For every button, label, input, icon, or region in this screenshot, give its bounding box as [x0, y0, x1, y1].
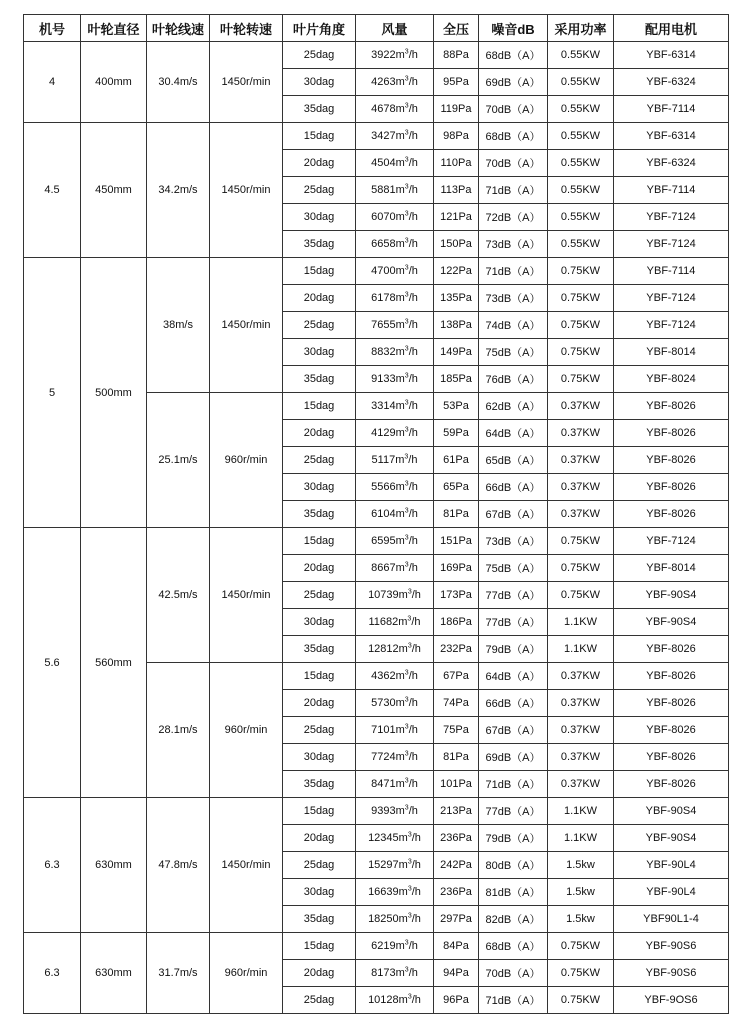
blade-angle-cell: 35dag — [283, 366, 356, 393]
noise-cell: 75dB（A） — [479, 339, 548, 366]
power-cell: 0.37KW — [548, 474, 614, 501]
motor-cell: YBF-90S4 — [614, 582, 729, 609]
total-pressure-cell: 53Pa — [434, 393, 479, 420]
power-cell: 1.1KW — [548, 825, 614, 852]
total-pressure-cell: 151Pa — [434, 528, 479, 555]
flow-unit: $m^3/h$ — [395, 507, 418, 520]
noise-cell: 69dB（A） — [479, 744, 548, 771]
flow-unit: $m^3/h$ — [395, 156, 418, 169]
total-pressure-cell: 138Pa — [434, 312, 479, 339]
impeller-diameter-cell: 450mm — [81, 123, 147, 258]
fan-spec-table — [23, 14, 729, 1014]
total-pressure-cell: 81Pa — [434, 744, 479, 771]
rotation-speed-cell: 1450r/min — [210, 123, 283, 258]
flow-unit: $m^3/h$ — [395, 48, 418, 61]
noise-cell: 75dB（A） — [479, 555, 548, 582]
power-cell: 0.75KW — [548, 366, 614, 393]
motor-cell: YBF-6324 — [614, 69, 729, 96]
noise-cell: 64dB（A） — [479, 663, 548, 690]
blade-angle-cell: 20dag — [283, 285, 356, 312]
total-pressure-cell: 150Pa — [434, 231, 479, 258]
motor-cell: YBF-90L4 — [614, 879, 729, 906]
power-cell: 0.75KW — [548, 960, 614, 987]
power-cell: 0.75KW — [548, 933, 614, 960]
air-flow-cell: $3427m^3/h$ — [356, 123, 434, 150]
flow-unit: $m^3/h$ — [395, 237, 418, 250]
power-cell: 0.37KW — [548, 744, 614, 771]
noise-cell: 68dB（A） — [479, 933, 548, 960]
flow-unit: $m^3/h$ — [395, 777, 418, 790]
total-pressure-cell: 59Pa — [434, 420, 479, 447]
total-pressure-cell: 122Pa — [434, 258, 479, 285]
total-pressure-cell: 236Pa — [434, 879, 479, 906]
total-pressure-cell: 110Pa — [434, 150, 479, 177]
header-tip-speed: 叶轮线速 — [147, 15, 210, 42]
flow-unit: $m^3/h$ — [395, 939, 418, 952]
motor-cell: YBF-7114 — [614, 96, 729, 123]
power-cell: 1.5kw — [548, 906, 614, 933]
air-flow-cell: $6219m^3/h$ — [356, 933, 434, 960]
air-flow-cell: $5566m^3/h$ — [356, 474, 434, 501]
air-flow-cell: $4504m^3/h$ — [356, 150, 434, 177]
power-cell: 0.75KW — [548, 312, 614, 339]
blade-angle-cell: 30dag — [283, 879, 356, 906]
impeller-diameter-cell: 400mm — [81, 42, 147, 123]
header-rotation-speed: 叶轮转速 — [210, 15, 283, 42]
power-cell: 0.75KW — [548, 339, 614, 366]
flow-unit: $m^3/h$ — [395, 696, 418, 709]
motor-cell: YBF-8026 — [614, 663, 729, 690]
air-flow-cell: $6178m^3/h$ — [356, 285, 434, 312]
noise-cell: 67dB（A） — [479, 501, 548, 528]
air-flow-cell: $5881m^3/h$ — [356, 177, 434, 204]
noise-cell: 79dB（A） — [479, 825, 548, 852]
power-cell: 0.37KW — [548, 393, 614, 420]
blade-angle-cell: 20dag — [283, 960, 356, 987]
power-cell: 0.75KW — [548, 258, 614, 285]
air-flow-cell: $9393m^3/h$ — [356, 798, 434, 825]
flow-unit: $m^3/h$ — [398, 912, 421, 925]
header-noise: 噪音dB — [479, 15, 548, 42]
total-pressure-cell: 121Pa — [434, 204, 479, 231]
power-cell: 0.37KW — [548, 717, 614, 744]
noise-cell: 77dB（A） — [479, 582, 548, 609]
blade-angle-cell: 15dag — [283, 123, 356, 150]
rotation-speed-cell: 960r/min — [210, 393, 283, 528]
total-pressure-cell: 169Pa — [434, 555, 479, 582]
total-pressure-cell: 185Pa — [434, 366, 479, 393]
blade-angle-cell: 30dag — [283, 474, 356, 501]
total-pressure-cell: 98Pa — [434, 123, 479, 150]
power-cell: 0.75KW — [548, 285, 614, 312]
tip-speed-cell: 47.8m/s — [147, 798, 210, 933]
flow-unit: $m^3/h$ — [395, 723, 418, 736]
noise-cell: 67dB（A） — [479, 717, 548, 744]
flow-unit: $m^3/h$ — [395, 318, 418, 331]
flow-unit: $m^3/h$ — [395, 372, 418, 385]
power-cell: 0.75KW — [548, 987, 614, 1014]
motor-cell: YBF-6314 — [614, 42, 729, 69]
blade-angle-cell: 30dag — [283, 69, 356, 96]
total-pressure-cell: 61Pa — [434, 447, 479, 474]
total-pressure-cell: 186Pa — [434, 609, 479, 636]
power-cell: 0.37KW — [548, 501, 614, 528]
blade-angle-cell: 35dag — [283, 771, 356, 798]
air-flow-cell: $6070m^3/h$ — [356, 204, 434, 231]
blade-angle-cell: 35dag — [283, 636, 356, 663]
motor-cell: YBF-90S4 — [614, 825, 729, 852]
power-cell: 0.37KW — [548, 663, 614, 690]
air-flow-cell: $18250m^3/h$ — [356, 906, 434, 933]
motor-cell: YBF-7114 — [614, 177, 729, 204]
blade-angle-cell: 20dag — [283, 825, 356, 852]
blade-angle-cell: 20dag — [283, 690, 356, 717]
table-row — [24, 933, 729, 960]
table-row — [24, 798, 729, 825]
motor-cell: YBF-7124 — [614, 285, 729, 312]
noise-cell: 71dB（A） — [479, 258, 548, 285]
flow-unit: $m^3/h$ — [398, 642, 421, 655]
flow-unit: $m^3/h$ — [395, 183, 418, 196]
noise-cell: 82dB（A） — [479, 906, 548, 933]
header-air-flow: 风量 — [356, 15, 434, 42]
air-flow-cell: $6104m^3/h$ — [356, 501, 434, 528]
model-cell: 4.5 — [24, 123, 81, 258]
blade-angle-cell: 25dag — [283, 582, 356, 609]
air-flow-cell: $3922m^3/h$ — [356, 42, 434, 69]
motor-cell: YBF-8026 — [614, 447, 729, 474]
power-cell: 0.37KW — [548, 771, 614, 798]
air-flow-cell: $8832m^3/h$ — [356, 339, 434, 366]
motor-cell: YBF-90S6 — [614, 960, 729, 987]
tip-speed-cell: 30.4m/s — [147, 42, 210, 123]
flow-unit: $m^3/h$ — [395, 480, 418, 493]
rotation-speed-cell: 1450r/min — [210, 798, 283, 933]
blade-angle-cell: 25dag — [283, 852, 356, 879]
flow-unit: $m^3/h$ — [395, 75, 418, 88]
air-flow-cell: $5730m^3/h$ — [356, 690, 434, 717]
power-cell: 0.75KW — [548, 582, 614, 609]
motor-cell: YBF-8014 — [614, 555, 729, 582]
power-cell: 0.55KW — [548, 123, 614, 150]
total-pressure-cell: 74Pa — [434, 690, 479, 717]
total-pressure-cell: 213Pa — [434, 798, 479, 825]
total-pressure-cell: 101Pa — [434, 771, 479, 798]
rotation-speed-cell: 960r/min — [210, 933, 283, 1014]
table-row — [24, 528, 729, 555]
total-pressure-cell: 242Pa — [434, 852, 479, 879]
noise-cell: 66dB（A） — [479, 690, 548, 717]
total-pressure-cell: 96Pa — [434, 987, 479, 1014]
blade-angle-cell: 35dag — [283, 501, 356, 528]
total-pressure-cell: 232Pa — [434, 636, 479, 663]
flow-unit: $m^3/h$ — [395, 345, 418, 358]
noise-cell: 73dB（A） — [479, 231, 548, 258]
total-pressure-cell: 297Pa — [434, 906, 479, 933]
air-flow-cell: $6658m^3/h$ — [356, 231, 434, 258]
flow-unit: $m^3/h$ — [395, 453, 418, 466]
blade-angle-cell: 35dag — [283, 231, 356, 258]
motor-cell: YBF-9OS6 — [614, 987, 729, 1014]
header-total-pressure: 全压 — [434, 15, 479, 42]
motor-cell: YBF-90S4 — [614, 798, 729, 825]
tip-speed-cell: 38m/s — [147, 258, 210, 393]
flow-unit: $m^3/h$ — [398, 831, 421, 844]
flow-unit: $m^3/h$ — [395, 264, 418, 277]
power-cell: 1.1KW — [548, 798, 614, 825]
air-flow-cell: $12345m^3/h$ — [356, 825, 434, 852]
power-cell: 0.37KW — [548, 420, 614, 447]
motor-cell: YBF-7124 — [614, 528, 729, 555]
impeller-diameter-cell: 500mm — [81, 258, 147, 528]
impeller-diameter-cell: 560mm — [81, 528, 147, 798]
impeller-diameter-cell: 630mm — [81, 798, 147, 933]
flow-unit: $m^3/h$ — [395, 966, 418, 979]
air-flow-cell: $15297m^3/h$ — [356, 852, 434, 879]
blade-angle-cell: 15dag — [283, 528, 356, 555]
model-cell: 6.3 — [24, 798, 81, 933]
noise-cell: 73dB（A） — [479, 528, 548, 555]
total-pressure-cell: 88Pa — [434, 42, 479, 69]
noise-cell: 71dB（A） — [479, 177, 548, 204]
motor-cell: YBF-90S4 — [614, 609, 729, 636]
total-pressure-cell: 67Pa — [434, 663, 479, 690]
motor-cell: YBF-8026 — [614, 717, 729, 744]
header-model: 机号 — [24, 15, 81, 42]
motor-cell: YBF-8026 — [614, 636, 729, 663]
blade-angle-cell: 25dag — [283, 447, 356, 474]
flow-unit: $m^3/h$ — [395, 102, 418, 115]
noise-cell: 70dB（A） — [479, 96, 548, 123]
power-cell: 0.55KW — [548, 150, 614, 177]
air-flow-cell: $4263m^3/h$ — [356, 69, 434, 96]
tip-speed-cell: 31.7m/s — [147, 933, 210, 1014]
noise-cell: 71dB（A） — [479, 987, 548, 1014]
blade-angle-cell: 15dag — [283, 258, 356, 285]
power-cell: 1.5kw — [548, 879, 614, 906]
motor-cell: YBF-7124 — [614, 204, 729, 231]
flow-unit: $m^3/h$ — [398, 885, 421, 898]
noise-cell: 68dB（A） — [479, 123, 548, 150]
air-flow-cell: $9133m^3/h$ — [356, 366, 434, 393]
tip-speed-cell: 25.1m/s — [147, 393, 210, 528]
power-cell: 1.5kw — [548, 852, 614, 879]
table-body — [24, 42, 729, 1014]
table-row — [24, 123, 729, 150]
power-cell: 1.1KW — [548, 636, 614, 663]
motor-cell: YBF-90L4 — [614, 852, 729, 879]
air-flow-cell: $11682m^3/h$ — [356, 609, 434, 636]
blade-angle-cell: 30dag — [283, 744, 356, 771]
air-flow-cell: $4700m^3/h$ — [356, 258, 434, 285]
motor-cell: YBF-8026 — [614, 393, 729, 420]
air-flow-cell: $5117m^3/h$ — [356, 447, 434, 474]
total-pressure-cell: 84Pa — [434, 933, 479, 960]
air-flow-cell: $12812m^3/h$ — [356, 636, 434, 663]
header-motor: 配用电机 — [614, 15, 729, 42]
noise-cell: 74dB（A） — [479, 312, 548, 339]
header-blade-angle: 叶片角度 — [283, 15, 356, 42]
total-pressure-cell: 119Pa — [434, 96, 479, 123]
blade-angle-cell: 15dag — [283, 798, 356, 825]
power-cell: 0.37KW — [548, 447, 614, 474]
motor-cell: YBF-8026 — [614, 771, 729, 798]
power-cell: 0.75KW — [548, 528, 614, 555]
noise-cell: 69dB（A） — [479, 69, 548, 96]
flow-unit: $m^3/h$ — [398, 993, 421, 1006]
tip-speed-cell: 42.5m/s — [147, 528, 210, 663]
total-pressure-cell: 113Pa — [434, 177, 479, 204]
flow-unit: $m^3/h$ — [398, 858, 421, 871]
power-cell: 0.55KW — [548, 204, 614, 231]
noise-cell: 77dB（A） — [479, 798, 548, 825]
air-flow-cell: $16639m^3/h$ — [356, 879, 434, 906]
blade-angle-cell: 25dag — [283, 42, 356, 69]
blade-angle-cell: 25dag — [283, 312, 356, 339]
header-impeller-diameter: 叶轮直径 — [81, 15, 147, 42]
model-cell: 4 — [24, 42, 81, 123]
motor-cell: YBF-7114 — [614, 258, 729, 285]
power-cell: 0.75KW — [548, 555, 614, 582]
total-pressure-cell: 75Pa — [434, 717, 479, 744]
total-pressure-cell: 81Pa — [434, 501, 479, 528]
total-pressure-cell: 149Pa — [434, 339, 479, 366]
motor-cell: YBF-8026 — [614, 474, 729, 501]
blade-angle-cell: 30dag — [283, 339, 356, 366]
blade-angle-cell: 15dag — [283, 393, 356, 420]
blade-angle-cell: 15dag — [283, 933, 356, 960]
noise-cell: 66dB（A） — [479, 474, 548, 501]
blade-angle-cell: 30dag — [283, 609, 356, 636]
air-flow-cell: $7101m^3/h$ — [356, 717, 434, 744]
total-pressure-cell: 135Pa — [434, 285, 479, 312]
rotation-speed-cell: 1450r/min — [210, 42, 283, 123]
impeller-diameter-cell: 630mm — [81, 933, 147, 1014]
flow-unit: $m^3/h$ — [395, 804, 418, 817]
total-pressure-cell: 236Pa — [434, 825, 479, 852]
air-flow-cell: $3314m^3/h$ — [356, 393, 434, 420]
air-flow-cell: $8173m^3/h$ — [356, 960, 434, 987]
blade-angle-cell: 15dag — [283, 663, 356, 690]
total-pressure-cell: 173Pa — [434, 582, 479, 609]
flow-unit: $m^3/h$ — [395, 534, 418, 547]
power-cell: 0.55KW — [548, 177, 614, 204]
table-row — [24, 258, 729, 285]
noise-cell: 62dB（A） — [479, 393, 548, 420]
noise-cell: 77dB（A） — [479, 609, 548, 636]
flow-unit: $m^3/h$ — [395, 399, 418, 412]
air-flow-cell: $7655m^3/h$ — [356, 312, 434, 339]
blade-angle-cell: 20dag — [283, 150, 356, 177]
total-pressure-cell: 95Pa — [434, 69, 479, 96]
air-flow-cell: $4362m^3/h$ — [356, 663, 434, 690]
power-cell: 0.37KW — [548, 690, 614, 717]
noise-cell: 76dB（A） — [479, 366, 548, 393]
motor-cell: YBF-90S6 — [614, 933, 729, 960]
air-flow-cell: $4129m^3/h$ — [356, 420, 434, 447]
power-cell: 0.55KW — [548, 69, 614, 96]
noise-cell: 71dB（A） — [479, 771, 548, 798]
table-row — [24, 42, 729, 69]
air-flow-cell: $7724m^3/h$ — [356, 744, 434, 771]
flow-unit: $m^3/h$ — [395, 129, 418, 142]
power-cell: 0.55KW — [548, 42, 614, 69]
model-cell: 5 — [24, 258, 81, 528]
rotation-speed-cell: 1450r/min — [210, 258, 283, 393]
rotation-speed-cell: 1450r/min — [210, 528, 283, 663]
blade-angle-cell: 30dag — [283, 204, 356, 231]
motor-cell: YBF-8024 — [614, 366, 729, 393]
tip-speed-cell: 28.1m/s — [147, 663, 210, 798]
header-row — [24, 15, 729, 42]
noise-cell: 72dB（A） — [479, 204, 548, 231]
model-cell: 6.3 — [24, 933, 81, 1014]
motor-cell: YBF-8014 — [614, 339, 729, 366]
blade-angle-cell: 20dag — [283, 555, 356, 582]
air-flow-cell: $8667m^3/h$ — [356, 555, 434, 582]
flow-unit: $m^3/h$ — [395, 210, 418, 223]
noise-cell: 65dB（A） — [479, 447, 548, 474]
blade-angle-cell: 20dag — [283, 420, 356, 447]
noise-cell: 73dB（A） — [479, 285, 548, 312]
flow-unit: $m^3/h$ — [398, 588, 421, 601]
flow-unit: $m^3/h$ — [395, 669, 418, 682]
air-flow-cell: $10739m^3/h$ — [356, 582, 434, 609]
noise-cell: 64dB（A） — [479, 420, 548, 447]
motor-cell: YBF-7124 — [614, 312, 729, 339]
motor-cell: YBF-7124 — [614, 231, 729, 258]
noise-cell: 70dB（A） — [479, 150, 548, 177]
tip-speed-cell: 34.2m/s — [147, 123, 210, 258]
blade-angle-cell: 25dag — [283, 717, 356, 744]
motor-cell: YBF-8026 — [614, 501, 729, 528]
noise-cell: 81dB（A） — [479, 879, 548, 906]
noise-cell: 80dB（A） — [479, 852, 548, 879]
motor-cell: YBF-6314 — [614, 123, 729, 150]
total-pressure-cell: 65Pa — [434, 474, 479, 501]
header-power: 采用功率 — [548, 15, 614, 42]
blade-angle-cell: 35dag — [283, 96, 356, 123]
flow-unit: $m^3/h$ — [395, 750, 418, 763]
power-cell: 1.1KW — [548, 609, 614, 636]
noise-cell: 79dB（A） — [479, 636, 548, 663]
air-flow-cell: $10128m^3/h$ — [356, 987, 434, 1014]
flow-unit: $m^3/h$ — [398, 615, 421, 628]
flow-unit: $m^3/h$ — [395, 426, 418, 439]
power-cell: 0.55KW — [548, 96, 614, 123]
power-cell: 0.55KW — [548, 231, 614, 258]
motor-cell: YBF-6324 — [614, 150, 729, 177]
noise-cell: 70dB（A） — [479, 960, 548, 987]
air-flow-cell: $6595m^3/h$ — [356, 528, 434, 555]
motor-cell: YBF-8026 — [614, 420, 729, 447]
motor-cell: YBF-8026 — [614, 744, 729, 771]
blade-angle-cell: 25dag — [283, 987, 356, 1014]
flow-unit: $m^3/h$ — [395, 291, 418, 304]
model-cell: 5.6 — [24, 528, 81, 798]
rotation-speed-cell: 960r/min — [210, 663, 283, 798]
flow-unit: $m^3/h$ — [395, 561, 418, 574]
blade-angle-cell: 25dag — [283, 177, 356, 204]
total-pressure-cell: 94Pa — [434, 960, 479, 987]
air-flow-cell: $8471m^3/h$ — [356, 771, 434, 798]
blade-angle-cell: 35dag — [283, 906, 356, 933]
noise-cell: 68dB（A） — [479, 42, 548, 69]
motor-cell: YBF-8026 — [614, 690, 729, 717]
motor-cell: YBF90L1-4 — [614, 906, 729, 933]
air-flow-cell: $4678m^3/h$ — [356, 96, 434, 123]
